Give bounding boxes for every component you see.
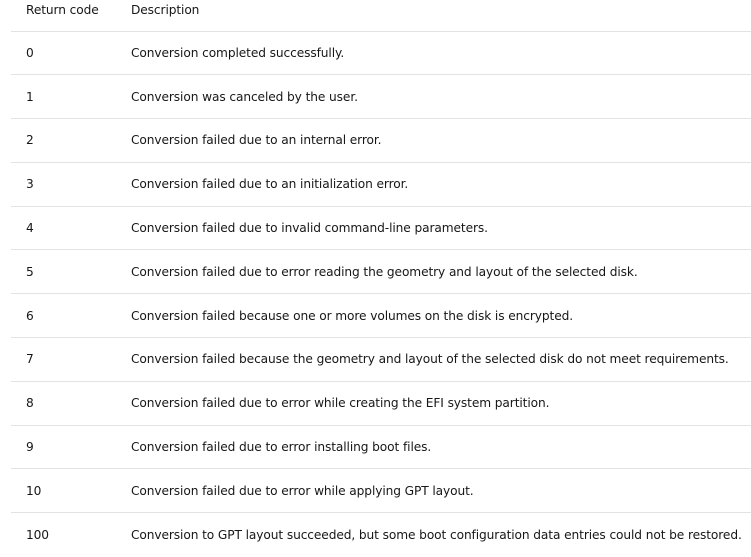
table-row [11, 206, 751, 250]
description-cell: Conversion failed due to error while creating the EFI system partition. [115, 381, 751, 425]
table-row [11, 75, 751, 119]
description-cell: Conversion completed successfully. [115, 31, 751, 75]
table-row [11, 119, 751, 163]
table-body [11, 31, 751, 557]
return-code-cell: 2 [11, 119, 115, 163]
return-code-cell: 9 [11, 425, 115, 469]
description-cell: Conversion failed because one or more volumes on the disk is encrypted. [115, 294, 751, 338]
description-cell: Conversion failed due to error while applying GPT layout. [115, 469, 751, 513]
return-code-cell: 1 [11, 75, 115, 119]
return-code-cell: 10 [11, 469, 115, 513]
table-row [11, 250, 751, 294]
table-row [11, 513, 751, 557]
return-code-cell: 5 [11, 250, 115, 294]
description-cell: Conversion was canceled by the user. [115, 75, 751, 119]
table-row [11, 338, 751, 382]
return-code-cell: 3 [11, 162, 115, 206]
description-cell: Conversion failed due to error installing boot files. [115, 425, 751, 469]
return-code-cell: 0 [11, 31, 115, 75]
table-row [11, 294, 751, 338]
return-code-cell: 100 [26, 527, 49, 542]
header-row [11, 0, 751, 31]
description-cell: Conversion to GPT layout succeeded, but some boot configuration data entries could not be restored. [131, 527, 742, 542]
return-code-cell: 4 [11, 206, 115, 250]
table-row [11, 381, 751, 425]
description-cell: Conversion failed because the geometry and layout of the selected disk do not meet requirements. [115, 338, 751, 382]
table-row [11, 31, 751, 75]
return-code-cell: 6 [11, 294, 115, 338]
table-row [11, 469, 751, 513]
return-code-cell: 7 [11, 338, 115, 382]
table-header [11, 0, 751, 31]
description-cell: Conversion failed due to error reading the geometry and layout of the selected disk. [115, 250, 751, 294]
table-row [11, 425, 751, 469]
description-cell: Conversion failed due to an internal error. [115, 119, 751, 163]
description-cell: Conversion failed due to an initialization error. [115, 162, 751, 206]
table-row [11, 162, 751, 206]
return-codes-table [11, 0, 751, 557]
return-code-cell: 8 [11, 381, 115, 425]
header-description: Description [115, 0, 751, 31]
description-cell: Conversion failed due to invalid command-line parameters. [115, 206, 751, 250]
header-return-code: Return code [11, 0, 115, 31]
